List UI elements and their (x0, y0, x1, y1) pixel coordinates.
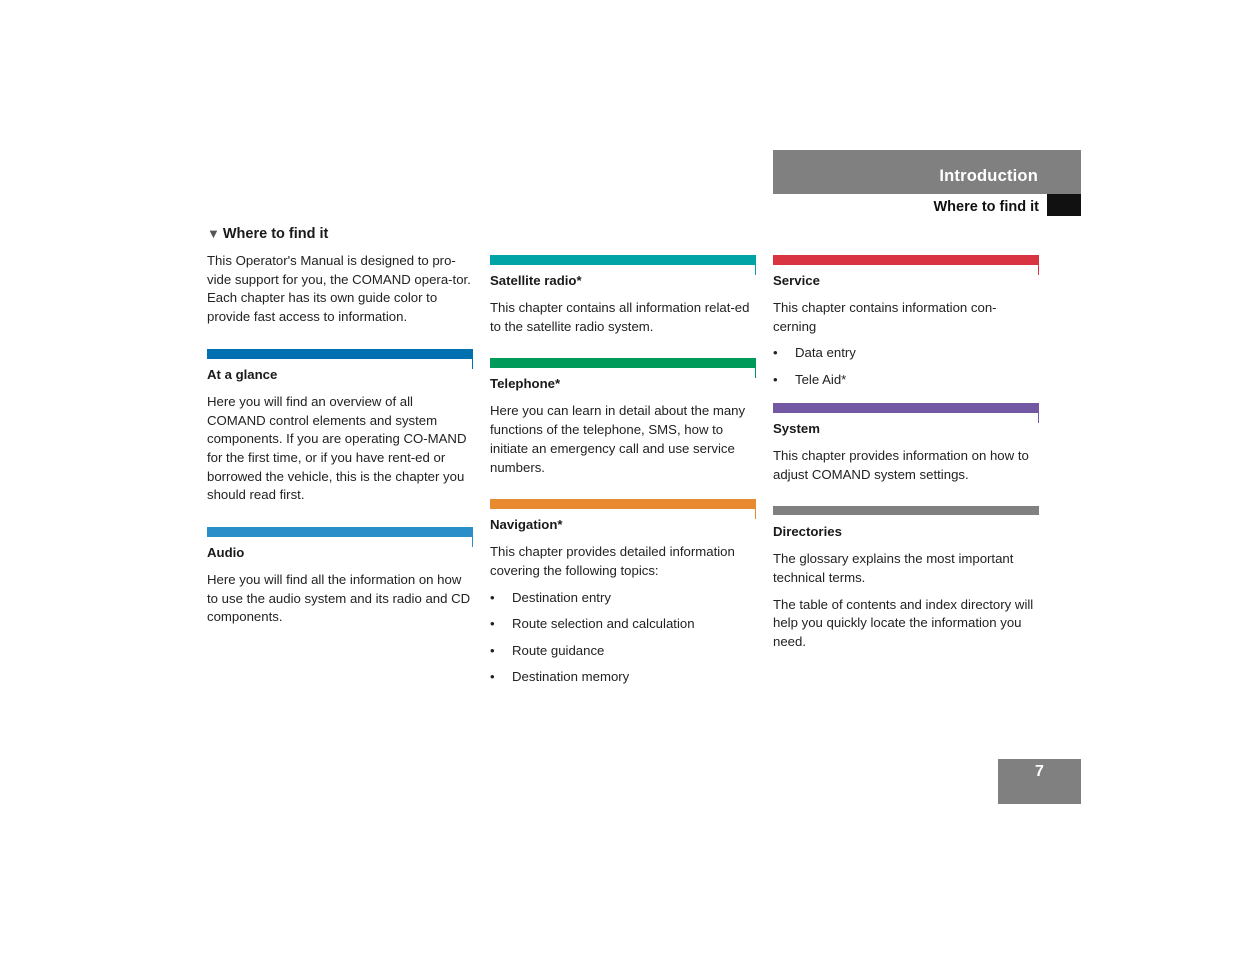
triangle-down-icon: ▼ (207, 226, 220, 241)
guide-color-bar (207, 527, 473, 536)
section-title-audio: Audio (207, 545, 245, 561)
guide-color-bar (490, 358, 756, 367)
section-title-system: System (773, 420, 820, 436)
service-topics-list (773, 344, 1039, 389)
section-marker (1047, 194, 1081, 216)
list-item: • Destination entry (490, 589, 756, 607)
section-title-telephone: Telephone* (490, 376, 561, 392)
section-text: Here you will find all the information on how to use the audio system and its radio and CD components. (207, 572, 471, 625)
section-at-a-glance (207, 349, 473, 505)
section-system (773, 403, 1039, 484)
section-title-at-a-glance: At a glance (207, 366, 278, 382)
guide-color-bar (490, 255, 756, 264)
list-item: • Tele Aid* (773, 371, 1039, 389)
chapter-tab (773, 150, 1081, 194)
column-middle (490, 224, 756, 695)
section-text: This chapter provides information on how to adjust COMAND system settings. (773, 447, 1029, 482)
section-telephone (490, 358, 756, 477)
list-item: • Route selection and calculation (490, 615, 756, 633)
intro-heading-text: Where to find it (222, 226, 329, 242)
section-title-satellite-radio: Satellite radio* (490, 273, 582, 288)
guide-color-bar (207, 349, 473, 358)
section-text: The glossary explains the most important technical terms. (773, 551, 1014, 586)
section-title-service: Service (773, 273, 820, 288)
section-text: Here you will find an overview of all COMAND control elements and system components. If you are operating CO-MAND for the first time, or if you have rent-ed or borrowed the vehicle, this is the chapter you should read first. (207, 393, 467, 503)
guide-color-bar (490, 499, 756, 508)
section-title-navigation: Navigation* (490, 517, 563, 533)
column-right (773, 224, 1039, 652)
section-title-directories: Directories (773, 524, 842, 540)
section-text: This chapter contains information con-cerning (773, 300, 997, 334)
list-item: • Route guidance (490, 642, 756, 660)
intro-text: This Operator's Manual is designed to pro-vide support for you, the COMAND opera-tor. Each chapter has its own guide color to provide fast access to information. (207, 253, 471, 325)
section-text: This chapter contains all information relat-ed to the satellite radio system. (490, 300, 750, 334)
page-number: 7 (998, 759, 1081, 804)
list-item: • Data entry (773, 344, 1039, 362)
chapter-title: Introduction (939, 167, 1038, 185)
section-title: Where to find it (933, 199, 1039, 215)
section-audio (207, 527, 473, 627)
section-text: This chapter provides detailed information covering the following topics: (490, 544, 735, 578)
navigation-topics-list (490, 589, 756, 687)
column-left (207, 224, 473, 627)
section-directories (773, 506, 1039, 652)
section-service (773, 255, 1039, 389)
guide-color-bar (773, 403, 1039, 412)
section-navigation (490, 499, 756, 686)
section-text: Here you can learn in detail about the many functions of the telephone, SMS, how to initiate an emergency call and use service numbers. (490, 403, 746, 475)
section-text: The table of contents and index directory will help you quickly locate the information you need. (773, 596, 1034, 650)
list-item: • Destination memory (490, 668, 756, 686)
guide-color-bar (773, 506, 1039, 515)
section-satellite-radio (490, 255, 756, 336)
guide-color-bar (773, 255, 1039, 264)
intro-heading (207, 224, 473, 244)
